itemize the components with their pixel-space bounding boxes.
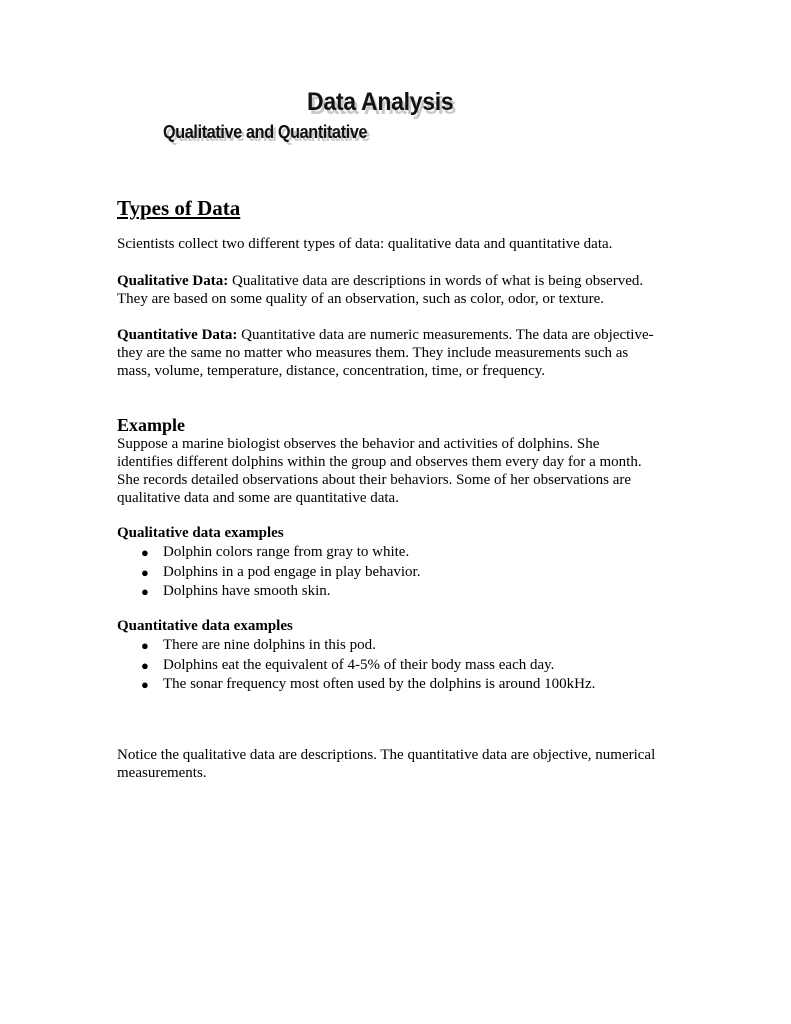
types-of-data-heading: Types of Data <box>117 196 241 220</box>
qualitative-examples-list <box>117 543 420 602</box>
conclusion-line-1: Notice the qualitative data are descriptions. The quantitative data are objective, numerical <box>117 747 656 763</box>
list-item <box>117 636 595 656</box>
bullet-icon: ● <box>141 657 149 673</box>
quantitative-text-1: Quantitative data are numeric measurements. The data are objective- <box>237 327 654 343</box>
list-item <box>117 582 420 602</box>
list-item <box>117 656 595 676</box>
quantitative-definition-line-1 <box>117 326 697 344</box>
list-item <box>117 563 420 583</box>
bullet-icon: ● <box>141 584 149 599</box>
qualitative-definition-line-1 <box>117 272 697 290</box>
example-heading: Example <box>117 415 186 435</box>
conclusion-line-2: measurements. <box>117 765 207 781</box>
list-item <box>117 675 595 695</box>
bullet-icon: ● <box>141 638 149 653</box>
list-item-text: There are nine dolphins in this pod. <box>163 637 376 653</box>
list-item-text: Dolphins in a pod engage in play behavior. <box>163 563 421 580</box>
page-title: Data Analysis <box>307 88 454 116</box>
example-line: Suppose a marine biologist observes the behavior and activities of dolphins. She <box>117 436 600 452</box>
quantitative-definition <box>117 326 697 380</box>
example-line: identifies different dolphins within the group and observes them every day for a month. <box>117 454 642 470</box>
page-subtitle: Qualitative and Quantitative <box>163 122 368 142</box>
example-line: She records detailed observations about their behaviors. Some of her observations are <box>117 472 632 488</box>
quantitative-examples-heading: Quantitative data examples <box>117 618 293 634</box>
example-line: qualitative data and some are quantitative data. <box>117 490 399 506</box>
intro-text: Scientists collect two different types of data: qualitative data and quantitative data. <box>117 236 613 252</box>
quantitative-text-2: they are the same no matter who measures them. They include measurements such as <box>117 345 629 361</box>
quantitative-label: Quantitative Data: <box>117 327 238 343</box>
intro-paragraph <box>117 235 697 253</box>
list-item-text: The sonar frequency most often used by the dolphins is around 100kHz. <box>163 676 596 692</box>
qualitative-text-1: Qualitative data are descriptions in words of what is being observed. <box>228 273 644 289</box>
list-item-text: Dolphins have smooth skin. <box>163 583 331 599</box>
qualitative-text-2: They are based on some quality of an observation, such as color, odor, or texture. <box>117 291 604 307</box>
conclusion-paragraph <box>117 746 697 782</box>
list-item-text: Dolphins eat the equivalent of 4-5% of their body mass each day. <box>163 656 555 673</box>
quantitative-examples-list <box>117 636 595 695</box>
example-paragraph <box>117 435 697 507</box>
list-item <box>117 543 420 563</box>
qualitative-definition <box>117 272 697 308</box>
bullet-icon: ● <box>141 564 149 580</box>
list-item-text: Dolphin colors range from gray to white. <box>163 544 410 560</box>
bullet-icon: ● <box>141 545 149 560</box>
qualitative-label: Qualitative Data: <box>117 273 229 289</box>
quantitative-text-3: mass, volume, temperature, distance, concentration, time, or frequency. <box>117 363 546 379</box>
bullet-icon: ● <box>141 677 149 692</box>
qualitative-examples-heading: Qualitative data examples <box>117 525 284 541</box>
